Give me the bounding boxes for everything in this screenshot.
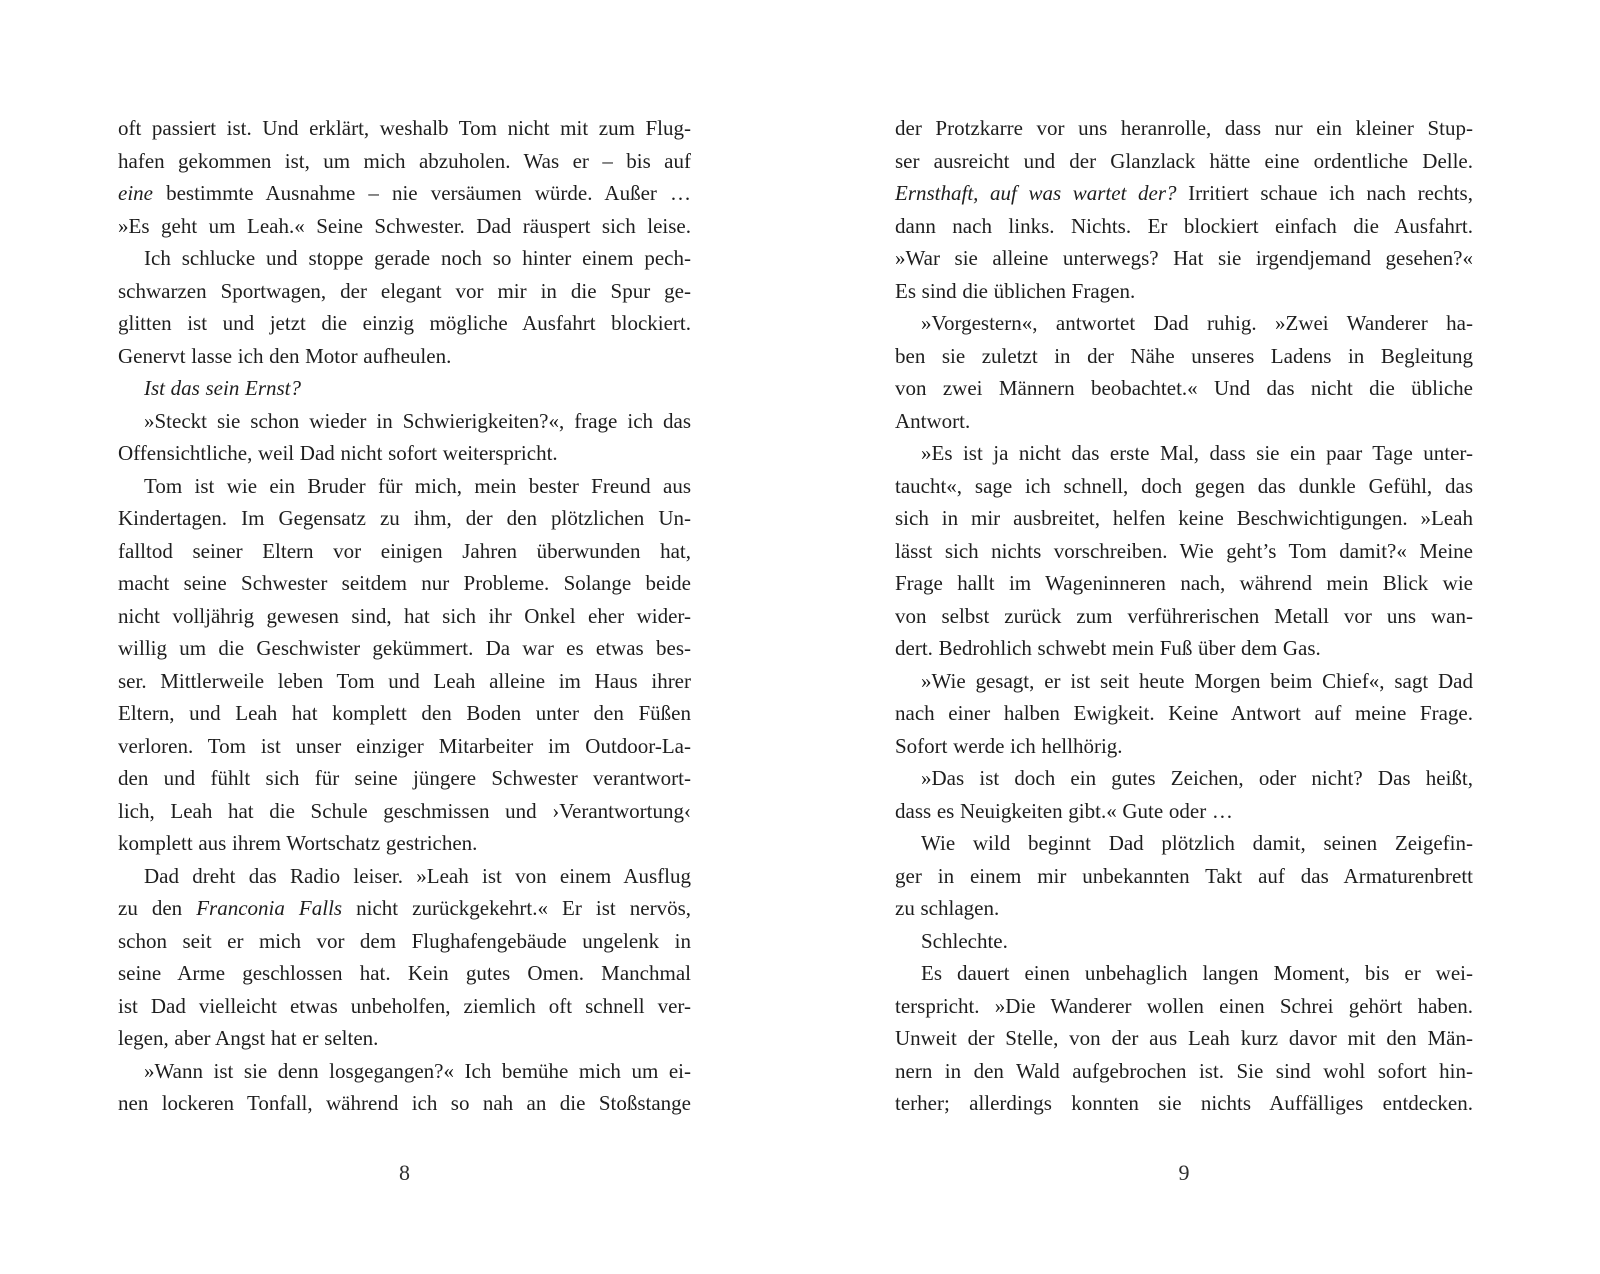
- text-line: [895, 437, 1473, 470]
- text-line: [895, 860, 1473, 893]
- text-segment: nern in den Wald aufgebrochen ist. Sie sind wohl sofort hin-: [895, 1058, 1473, 1083]
- text-line: [118, 860, 691, 893]
- text-segment: sich in mir ausbreitet, helfen keine Beschwichtigungen. »Leah: [895, 506, 1473, 530]
- text-segment: Ich schlucke und stoppe gerade noch so hinter einem pech-: [144, 246, 691, 270]
- text-segment: Eltern, und Leah hat komplett den Boden unter den Füßen: [118, 701, 691, 725]
- text-segment: »War sie alleine unterwegs? Hat sie irgendjemand gesehen?«: [895, 246, 1473, 270]
- text-line: [118, 275, 691, 308]
- text-segment: glitten ist und jetzt die einzig mögliche Ausfahrt blockiert.: [118, 311, 691, 335]
- text-segment: macht seine Schwester seitdem nur Probleme. Solange beide: [118, 571, 691, 595]
- text-line: [118, 307, 691, 340]
- text-segment: falltod seiner Eltern vor einigen Jahren überwunden hat,: [118, 538, 691, 563]
- text-line: [895, 307, 1473, 340]
- text-line: [118, 567, 691, 600]
- text-segment: zu den: [118, 896, 197, 920]
- page-number-left: 8: [399, 1160, 410, 1185]
- text-segment: ist Dad vielleicht etwas unbeholfen, ziemlich oft schnell ver-: [118, 993, 691, 1018]
- text-line: [895, 957, 1473, 990]
- book-page-left: [118, 0, 691, 1274]
- text-segment: »Steckt sie schon wieder in Schwierigkeiten?«, frage ich das: [144, 408, 691, 433]
- text-line: [895, 405, 1473, 438]
- text-segment: dert. Bedrohlich schwebt mein Fuß über dem Gas.: [895, 636, 1321, 660]
- text-segment-italic: eine: [118, 181, 153, 205]
- text-line: [118, 957, 691, 990]
- text-line: [895, 632, 1473, 665]
- text-segment: »Es ist ja nicht das erste Mal, dass sie ein paar Tage unter-: [921, 441, 1473, 465]
- text-segment: nach einer halben Ewigkeit. Keine Antwort auf meine Frage.: [895, 701, 1473, 725]
- text-line: [895, 600, 1473, 633]
- text-line: [118, 340, 691, 373]
- text-segment: nicht volljährig gewesen sind, hat sich ihr Onkel eher wider-: [118, 603, 691, 628]
- text-line: [895, 795, 1473, 828]
- text-segment: lich, Leah hat die Schule geschmissen und ›Verantwortung‹: [118, 798, 691, 823]
- text-segment: Antwort.: [895, 408, 971, 433]
- text-line: [895, 827, 1473, 860]
- text-segment-italic: Ist das sein Ernst?: [144, 376, 302, 400]
- text-line: [118, 210, 691, 243]
- text-line: [118, 762, 691, 795]
- text-line: [118, 1087, 691, 1120]
- text-line: [118, 177, 691, 210]
- text-line: [118, 925, 691, 958]
- text-segment: von selbst zurück zum verführerischen Metall vor uns wan-: [895, 603, 1473, 628]
- text-line: [895, 990, 1473, 1023]
- text-segment: »Es geht um Leah.« Seine Schwester. Dad räuspert sich leise.: [118, 213, 691, 238]
- text-segment: »Wann ist sie denn losgegangen?« Ich bemühe mich um ei-: [144, 1058, 691, 1083]
- text-segment: Schlechte.: [921, 928, 1008, 953]
- text-line: [895, 112, 1473, 145]
- text-line: [118, 730, 691, 763]
- text-segment: bestimmte Ausnahme – nie versäumen würde. Außer …: [152, 181, 691, 205]
- text-segment: nicht zurückgekehrt.« Er ist nervös,: [342, 896, 692, 920]
- text-segment: oft passiert ist. Und erklärt, weshalb Tom nicht mit zum Flug-: [118, 116, 691, 140]
- text-segment: von zwei Männern beobachtet.« Und das nicht die übliche: [895, 376, 1473, 400]
- text-line: [895, 762, 1473, 795]
- text-segment: terspricht. »Die Wanderer wollen einen Schrei gehört haben.: [895, 993, 1473, 1018]
- book-page-right: [895, 0, 1473, 1274]
- text-line: [895, 1022, 1473, 1055]
- text-segment: »Das ist doch ein gutes Zeichen, oder nicht? Das heißt,: [921, 766, 1473, 790]
- text-segment: ger in einem mir unbekannten Takt auf das Armaturenbrett: [895, 863, 1473, 888]
- text-segment: komplett aus ihrem Wortschatz gestrichen.: [118, 831, 478, 855]
- text-line: [895, 535, 1473, 568]
- text-segment: Genervt lasse ich den Motor aufheulen.: [118, 343, 452, 368]
- text-line: [895, 730, 1473, 763]
- text-line: [118, 632, 691, 665]
- text-line: [895, 665, 1473, 698]
- text-segment-italic: Ernsthaft, auf was wartet der?: [895, 181, 1177, 205]
- text-segment: Es sind die üblichen Fragen.: [895, 278, 1136, 303]
- text-line: [118, 535, 691, 568]
- text-segment: dass es Neuigkeiten gibt.« Gute oder …: [895, 798, 1233, 823]
- text-line: [118, 665, 691, 698]
- text-segment: zu schlagen.: [895, 896, 1000, 920]
- text-segment: ser. Mittlerweile leben Tom und Leah alleine im Haus ihrer: [118, 668, 691, 693]
- text-segment-italic: Franconia Falls: [196, 896, 343, 920]
- text-segment: der Protzkarre vor uns heranrolle, dass nur ein kleiner Stup-: [895, 116, 1473, 140]
- text-segment: »Wie gesagt, er ist seit heute Morgen beim Chief«, sagt Dad: [921, 668, 1473, 693]
- page-number-right: 9: [1178, 1160, 1190, 1185]
- text-segment: ser ausreicht und der Glanzlack hätte eine ordentliche Delle.: [895, 148, 1473, 173]
- text-segment: Dad dreht das Radio leiser. »Leah ist von einem Ausflug: [144, 863, 691, 888]
- text-line: [118, 1022, 691, 1055]
- text-segment: taucht«, sage ich schnell, doch gegen das dunkle Gefühl, das: [895, 473, 1473, 498]
- text-segment: den und fühlt sich für seine jüngere Schwester verantwort-: [118, 766, 691, 790]
- text-segment: seine Arme geschlossen hat. Kein gutes Omen. Manchmal: [118, 961, 691, 985]
- text-segment: »Vorgestern«, antwortet Dad ruhig. »Zwei Wanderer ha-: [921, 311, 1473, 335]
- text-line: [895, 177, 1473, 210]
- text-segment: Offensichtliche, weil Dad nicht sofort weiterspricht.: [118, 441, 558, 465]
- text-segment: lässt sich nichts vorschreiben. Wie geht’s Tom damit?« Meine: [895, 538, 1473, 563]
- text-line: [895, 145, 1473, 178]
- text-line: [118, 827, 691, 860]
- text-segment: Frage hallt im Wageninneren nach, während mein Blick wie: [895, 571, 1473, 595]
- text-line: [895, 697, 1473, 730]
- page-text-column-right: [895, 112, 1473, 1120]
- text-line: [118, 600, 691, 633]
- text-segment: ben sie zuletzt in der Nähe unseres Ladens in Begleitung: [895, 343, 1473, 368]
- text-segment: Irritiert schaue ich nach rechts,: [1176, 181, 1473, 205]
- text-line: [118, 437, 691, 470]
- text-segment: Tom ist wie ein Bruder für mich, mein bester Freund aus: [144, 473, 691, 498]
- text-segment: Kindertagen. Im Gegensatz zu ihm, der den plötzlichen Un-: [118, 506, 691, 530]
- text-line: [118, 697, 691, 730]
- text-line: [895, 275, 1473, 308]
- text-segment: Wie wild beginnt Dad plötzlich damit, seinen Zeigefin-: [921, 831, 1473, 855]
- text-line: [895, 372, 1473, 405]
- text-line: [895, 892, 1473, 925]
- text-line: [895, 340, 1473, 373]
- text-segment: Sofort werde ich hellhörig.: [895, 733, 1123, 758]
- text-line: [118, 405, 691, 438]
- text-line: [895, 502, 1473, 535]
- text-segment: schon seit er mich vor dem Flughafengebäude ungelenk in: [118, 928, 691, 953]
- text-line: [895, 470, 1473, 503]
- text-line: [895, 1087, 1473, 1120]
- text-segment: Es dauert einen unbehaglich langen Moment, bis er wei-: [921, 961, 1473, 985]
- text-line: [895, 210, 1473, 243]
- text-line: [118, 795, 691, 828]
- text-line: [118, 892, 691, 925]
- text-line: [895, 567, 1473, 600]
- text-line: [118, 112, 691, 145]
- text-line: [118, 145, 691, 178]
- text-line: [118, 470, 691, 503]
- text-line: [895, 242, 1473, 275]
- text-segment: legen, aber Angst hat er selten.: [118, 1026, 379, 1050]
- text-line: [895, 925, 1473, 958]
- text-segment: verloren. Tom ist unser einziger Mitarbeiter im Outdoor-La-: [118, 733, 691, 758]
- text-line: [118, 502, 691, 535]
- text-segment: schwarzen Sportwagen, der elegant vor mir in die Spur ge-: [118, 278, 691, 303]
- page-text-column-left: [118, 112, 691, 1120]
- text-segment: dann nach links. Nichts. Er blockiert einfach die Ausfahrt.: [895, 213, 1473, 238]
- text-segment: Unweit der Stelle, von der aus Leah kurz davor mit den Män-: [895, 1026, 1473, 1050]
- text-line: [118, 242, 691, 275]
- text-line: [118, 1055, 691, 1088]
- text-line: [895, 1055, 1473, 1088]
- text-line: [118, 990, 691, 1023]
- text-segment: hafen gekommen ist, um mich abzuholen. Was er – bis auf: [118, 148, 691, 173]
- text-segment: willig um die Geschwister gekümmert. Da war es etwas bes-: [118, 636, 691, 660]
- text-line: [118, 372, 691, 405]
- text-segment: terher; allerdings konnten sie nichts Auffälliges entdecken.: [895, 1091, 1473, 1115]
- text-segment: nen lockeren Tonfall, während ich so nah an die Stoßstange: [118, 1091, 691, 1115]
